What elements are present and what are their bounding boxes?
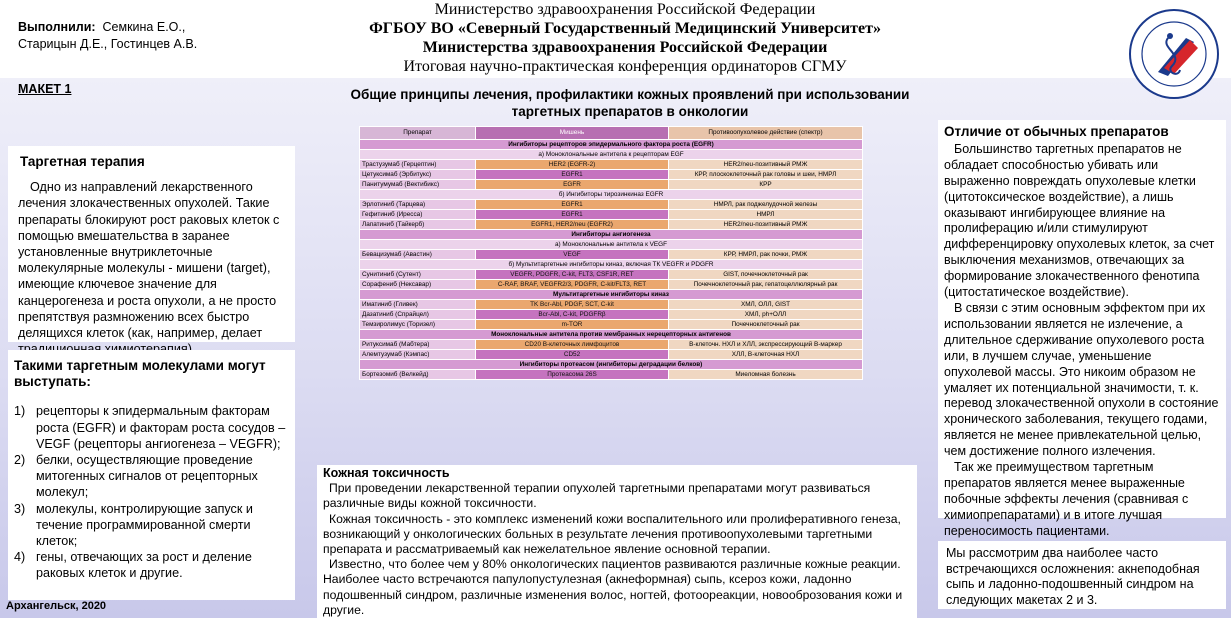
targeted-therapy-text: Одно из направлений лекарственного лечения злокачественных опухолей. Такие препараты блокируют рост раковых клеток с помощью вмешательства в заранее установленные внутриклеточные молекулярные молекулы - мишени (target), имеющие ключевое значение для канцерогенеза и роста опухоли, а не просто препятствуя размножению всех быстро делящихся клеток (как, например, делает (18, 180, 280, 341)
table-row (360, 170, 863, 180)
target-cell: EGFR1 (476, 200, 669, 210)
targeted-therapy-box (8, 146, 295, 342)
skin-toxicity-box (317, 465, 917, 618)
author-1: Семкина Е.О., (102, 20, 186, 34)
spectrum-cell: ХМЛ, ph+ОЛЛ (669, 310, 863, 320)
subsection-title: б) Мультитаргетные ингибиторы киназ, включая ТК VEGFR и PDGFR (360, 260, 863, 270)
table-row (360, 280, 863, 290)
authors-block (18, 19, 197, 53)
section-title: Моноклональные антитела против мембранных нерецепторных антигенов (360, 330, 863, 340)
drug-cell: Эрлотиниб (Тарцева) (360, 200, 476, 210)
maket-label: МАКЕТ 1 (18, 82, 72, 96)
table-subsection-row (360, 260, 863, 270)
target-cell: CD20 В-клеточных лимфоцитов (476, 340, 669, 350)
table-section-row (360, 140, 863, 150)
list-number: 2) (14, 453, 26, 468)
target-molecules-heading: Такими таргетным молекулами могут выступать: (14, 358, 266, 390)
targeted-therapy-heading: Таргетная терапия (20, 154, 145, 169)
header-line-1: Министерство здравоохранения Российской Федерации (434, 1, 816, 18)
header-line-2: ФГБОУ ВО «Северный Государственный Медицинский Университет» (369, 20, 881, 37)
table-row (360, 250, 863, 260)
skin-toxicity-p2: Кожная токсичность - это комплекс изменений кожи воспалительного или пролиферативного генеза, возникающий у онкологических больных в результате лечения противоопухолевыми таргетными препарата и рассматриваемый как нежелательное явление основной терапии. (323, 511, 901, 557)
table-section-row (360, 360, 863, 370)
list-text: гены, отвечающих за рост и деление раковых клеток и другие. (36, 550, 252, 581)
list-number: 4) (14, 550, 26, 565)
list-item (14, 403, 289, 452)
drug-cell: Бортезомиб (Велкейд) (360, 370, 476, 380)
poster-title: Общие принципы лечения, профилактики кожных проявлений при использовании таргетных препаратов в онкологии (350, 87, 910, 119)
table-row (360, 270, 863, 280)
list-text: белки, осуществляющие проведение митогенных сигналов от рецепторных молекул; (36, 453, 258, 500)
table-row (360, 160, 863, 170)
subsection-title: а) Моноклональные антитела к рецепторам EGF (360, 150, 863, 160)
table-row (360, 320, 863, 330)
section-title: Ингибиторы рецепторов эпидермального фактора роста (EGFR) (360, 140, 863, 150)
table-row (360, 310, 863, 320)
spectrum-cell: HER2/neu-позитивный РМЖ (669, 160, 863, 170)
difference-p1: Большинство таргетных препаратов не обладает способностью убивать или выраженно повреждать опухолевые клетки (цитотоксическое воздействие), а лишь оказывают ингибирующее влияние на пролиферацию и/или стимулируют дифференцировку опухолевых клеток, за счет выключения механизмов, отвечающих за формирование злокачественного фенотипа (цитостатическое воздействие). (944, 141, 1215, 300)
drug-cell: Сорафениб (Нексавар) (360, 280, 476, 290)
spectrum-cell: В-клеточн. НХЛ и ХЛЛ, экспрессирующий В-маркер (669, 340, 863, 350)
subsection-title: а) Моноклональные антитела к VEGF (360, 240, 863, 250)
drug-cell: Сунитиниб (Сутент) (360, 270, 476, 280)
table-row (360, 200, 863, 210)
table-row (360, 220, 863, 230)
target-molecules-list (14, 403, 289, 581)
list-number: 3) (14, 501, 26, 516)
table-section-row (360, 230, 863, 240)
spectrum-cell: ХМЛ, ОЛЛ, GIST (669, 300, 863, 310)
target-cell: Протеасома 26S (476, 370, 669, 380)
target-cell: EGFR1, HER2/neu (EGFR2) (476, 220, 669, 230)
spectrum-cell: ХЛЛ, В-клеточная НХЛ (669, 350, 863, 360)
target-molecules-box (8, 350, 295, 600)
difference-p3: Так же преимуществом таргетным препаратов является менее выраженные побочные эффекты лечения (сравнивая с химиопрепаратами) и в итоге лучшая переносимость пациентами. (944, 460, 1189, 538)
table-row (360, 210, 863, 220)
author-2: Старицын Д.Е., Гостинцев А.В. (18, 37, 198, 51)
drug-cell: Цетуксимаб (Эрбитукс) (360, 170, 476, 180)
spectrum-cell: HER2/neu-позитивный РМЖ (669, 220, 863, 230)
spectrum-cell: НМРЛ, рак поджелудочной железы (669, 200, 863, 210)
city-year: Архангельск, 2020 (6, 600, 107, 612)
target-cell: Bcr-Abl, C-kit, PDGFRβ (476, 310, 669, 320)
spectrum-cell: КРР, НМРЛ, рак почки, РМЖ (669, 250, 863, 260)
spectrum-cell: GIST, почечноклеточный рак (669, 270, 863, 280)
section-title: Мультитаргетные ингибиторы киназ (360, 290, 863, 300)
target-cell: VEGF (476, 250, 669, 260)
drug-cell: Бевацизумаб (Авастин) (360, 250, 476, 260)
target-cell: m-TOR (476, 320, 669, 330)
drug-cell: Лапатиниб (Тайкерб) (360, 220, 476, 230)
authors-label: Выполнили: (18, 20, 96, 34)
drug-cell: Гефитиниб (Иресса) (360, 210, 476, 220)
table-subsection-row (360, 190, 863, 200)
table-header-cell: Противоопухолевое действие (спектр) (669, 127, 863, 140)
drug-cell: Дазатиниб (Спрайцел) (360, 310, 476, 320)
table-row (360, 340, 863, 350)
drug-cell: Иматиниб (Гливек) (360, 300, 476, 310)
institution-header (300, 0, 950, 76)
university-seal-logo (1128, 8, 1220, 100)
skin-toxicity-heading: Кожная токсичность (323, 466, 450, 480)
target-cell: CD52 (476, 350, 669, 360)
target-cell: VEGFR, PDGFR, C-kit, FLT3, CSF1R, RET (476, 270, 669, 280)
table-row (360, 350, 863, 360)
difference-box (938, 120, 1226, 538)
skin-toxicity-p3: Известно, что более чем у 80% онкологических пациентов развиваются различные кожные реакции. Наиболее часто встречаются папулопустулезная (акнеформная) сыпь, ксероз кожи, ладонно подошвенный синдром, различные изменения волос, ногтей, фотоореакции, новооброзования кожи и другие. (323, 557, 903, 617)
table-section-row (360, 290, 863, 300)
targeted-drugs-table (359, 126, 863, 380)
list-item (14, 501, 289, 550)
drug-cell: Панитумумаб (Вектибикс) (360, 180, 476, 190)
target-cell: TK Bcr-Abl, PDGF, SCT, C-kit (476, 300, 669, 310)
table-row (360, 370, 863, 380)
section-title: Ингибиторы ангиогенеза (360, 230, 863, 240)
target-cell: C-RAF, BRAF, VEGFR2/3, PDGFR, C-kit/FLT3, RET (476, 280, 669, 290)
header-line-4: Итоговая научно-практическая конференция ординаторов СГМУ (403, 58, 847, 75)
table-header-cell: Препарат (360, 127, 476, 140)
list-item (14, 549, 289, 581)
drug-cell: Ритуксимаб (Мабтера) (360, 340, 476, 350)
section-title: Ингибиторы протеасом (ингибиторы деградации белков) (360, 360, 863, 370)
difference-p2: В связи с этим основным эффектом при их использовании является не излечение, а длительное сдерживание опухолевого роста или, в лучшем случае, уменьшение опухолевой массы. Это никоим образом не умаляет их потенциальной значимости, т. к. перевод злокачественной опухоли в состояние хронического заболевания, текущего годами, является не менее привлекательной целью, чем достижение полного излечения. (944, 300, 1219, 459)
spectrum-cell: Миеломная болезнь (669, 370, 863, 380)
table-header-row (360, 127, 863, 140)
spectrum-cell: Почечноклеточный рак (669, 320, 863, 330)
subsection-title: б) Ингибиторы тирозинкиназ EGFR (360, 190, 863, 200)
list-text: молекулы, контролирующие запуск и течение программированной смерти клеток; (36, 501, 253, 549)
header-line-3: Министерства здравоохранения Российской Федерации (422, 39, 828, 56)
table-subsection-row (360, 240, 863, 250)
spectrum-cell: КРР (669, 180, 863, 190)
target-cell: EGFR1 (476, 210, 669, 220)
target-cell: EGFR (476, 180, 669, 190)
drug-cell: Темзиролимус (Торизел) (360, 320, 476, 330)
target-cell: EGFR1 (476, 170, 669, 180)
table-header-cell: Мишень (476, 127, 669, 140)
drug-cell: Алемтузумаб (Кэмпас) (360, 350, 476, 360)
drug-cell: Трастузумаб (Герцептин) (360, 160, 476, 170)
difference-heading: Отличие от обычных препаратов (944, 124, 1169, 139)
next-makets-note: Мы рассмотрим два наиболее часто встречающихся осложнения: акнеподобная сыпь и ладонно-подошвенный синдром на следующих макетах 2 и 3. (938, 541, 1226, 609)
skin-toxicity-p1: При проведении лекарственной терапии опухолей таргетными препаратами могут развиваться различные виды кожной токсичности. (323, 481, 871, 511)
table-row (360, 180, 863, 190)
spectrum-cell: Почечноклеточный рак, гепатоцеллюлярный рак (669, 280, 863, 290)
list-number: 1) (14, 404, 26, 419)
table-row (360, 300, 863, 310)
target-cell: HER2 (EGFR-2) (476, 160, 669, 170)
table-section-row (360, 330, 863, 340)
list-text: рецепторы к эпидермальным факторам роста (EGFR) и факторам роста сосудов – VEGF (рецепторы ангиогенеза – VEGFR); (36, 404, 286, 451)
spectrum-cell: НМРЛ (669, 210, 863, 220)
table-subsection-row (360, 150, 863, 160)
spectrum-cell: КРР, плоскоклеточный рак головы и шеи, НМРЛ (669, 170, 863, 180)
list-item (14, 452, 289, 501)
